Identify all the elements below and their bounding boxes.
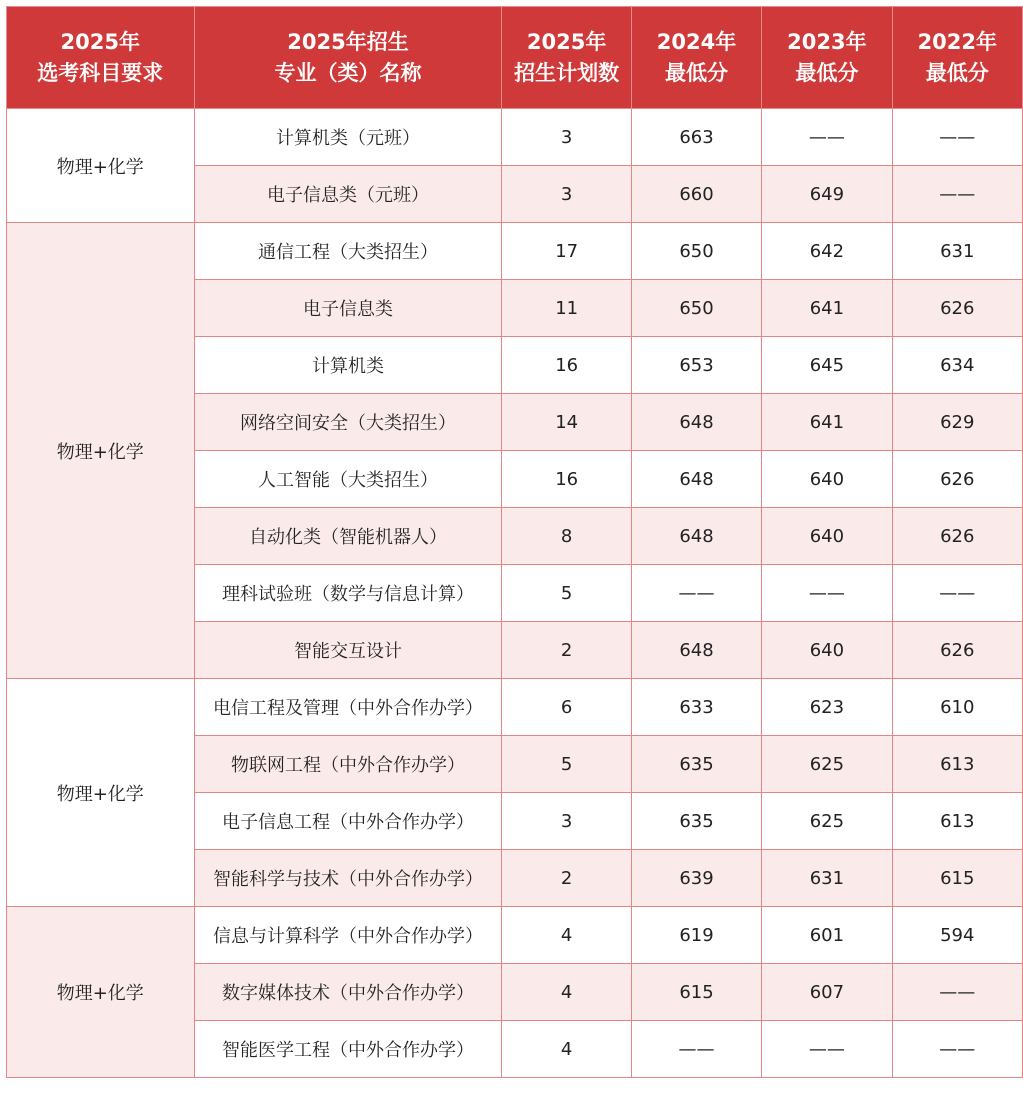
min-score-2023-cell: 625 [762,736,892,793]
min-score-2023-cell: —— [762,1021,892,1078]
major-name-cell: 智能医学工程（中外合作办学） [194,1021,502,1078]
header-major-name: 2025年招生 专业（类）名称 [194,7,502,109]
subject-requirement-cell: 物理+化学 [7,907,195,1078]
min-score-2023-cell: 649 [762,166,892,223]
min-score-2022-cell: —— [892,565,1022,622]
major-name-cell: 理科试验班（数学与信息计算） [194,565,502,622]
min-score-2024-cell: 635 [631,793,761,850]
table-body [7,109,1023,1078]
major-name-cell: 通信工程（大类招生） [194,223,502,280]
min-score-2024-cell: 650 [631,280,761,337]
min-score-2024-cell: 648 [631,622,761,679]
min-score-2024-cell: —— [631,1021,761,1078]
min-score-2022-cell: —— [892,109,1022,166]
min-score-2023-cell: 640 [762,622,892,679]
major-name-cell: 计算机类 [194,337,502,394]
enrollment-plan-cell: 16 [502,451,631,508]
major-name-cell: 电子信息工程（中外合作办学） [194,793,502,850]
min-score-2023-cell: 641 [762,394,892,451]
header-subject-requirement: 2025年 选考科目要求 [7,7,195,109]
enrollment-plan-cell: 17 [502,223,631,280]
enrollment-plan-cell: 4 [502,1021,631,1078]
subject-requirement-cell: 物理+化学 [7,679,195,907]
enrollment-plan-cell: 2 [502,850,631,907]
enrollment-plan-cell: 2 [502,622,631,679]
min-score-2024-cell: 615 [631,964,761,1021]
min-score-2022-cell: 629 [892,394,1022,451]
min-score-2022-cell: 626 [892,622,1022,679]
min-score-2023-cell: —— [762,109,892,166]
min-score-2024-cell: 653 [631,337,761,394]
min-score-2023-cell: —— [762,565,892,622]
min-score-2022-cell: —— [892,166,1022,223]
min-score-2022-cell: 615 [892,850,1022,907]
major-name-cell: 信息与计算科学（中外合作办学） [194,907,502,964]
min-score-2022-cell: 626 [892,508,1022,565]
major-name-cell: 数字媒体技术（中外合作办学） [194,964,502,1021]
min-score-2022-cell: —— [892,1021,1022,1078]
header-2022-min-score: 2022年 最低分 [892,7,1022,109]
min-score-2022-cell: —— [892,964,1022,1021]
min-score-2024-cell: 663 [631,109,761,166]
min-score-2024-cell: —— [631,565,761,622]
min-score-2022-cell: 610 [892,679,1022,736]
min-score-2024-cell: 639 [631,850,761,907]
admission-score-table [6,6,1023,1078]
enrollment-plan-cell: 16 [502,337,631,394]
table-row [7,223,1023,280]
min-score-2022-cell: 613 [892,736,1022,793]
min-score-2024-cell: 648 [631,451,761,508]
major-name-cell: 人工智能（大类招生） [194,451,502,508]
min-score-2022-cell: 613 [892,793,1022,850]
min-score-2024-cell: 635 [631,736,761,793]
enrollment-plan-cell: 4 [502,964,631,1021]
enrollment-plan-cell: 8 [502,508,631,565]
min-score-2022-cell: 594 [892,907,1022,964]
enrollment-plan-cell: 3 [502,109,631,166]
table-row [7,109,1023,166]
min-score-2024-cell: 633 [631,679,761,736]
enrollment-plan-cell: 3 [502,166,631,223]
enrollment-plan-cell: 14 [502,394,631,451]
enrollment-plan-cell: 5 [502,565,631,622]
major-name-cell: 电子信息类（元班） [194,166,502,223]
min-score-2024-cell: 619 [631,907,761,964]
table-row [7,679,1023,736]
min-score-2022-cell: 631 [892,223,1022,280]
header-2023-min-score: 2023年 最低分 [762,7,892,109]
major-name-cell: 自动化类（智能机器人） [194,508,502,565]
major-name-cell: 计算机类（元班） [194,109,502,166]
major-name-cell: 智能科学与技术（中外合作办学） [194,850,502,907]
min-score-2023-cell: 601 [762,907,892,964]
min-score-2023-cell: 645 [762,337,892,394]
enrollment-plan-cell: 4 [502,907,631,964]
enrollment-plan-cell: 5 [502,736,631,793]
major-name-cell: 电信工程及管理（中外合作办学） [194,679,502,736]
major-name-cell: 物联网工程（中外合作办学） [194,736,502,793]
major-name-cell: 网络空间安全（大类招生） [194,394,502,451]
min-score-2023-cell: 625 [762,793,892,850]
min-score-2023-cell: 642 [762,223,892,280]
table-header-row [7,7,1023,109]
min-score-2024-cell: 650 [631,223,761,280]
enrollment-plan-cell: 6 [502,679,631,736]
min-score-2024-cell: 648 [631,508,761,565]
min-score-2023-cell: 640 [762,451,892,508]
major-name-cell: 电子信息类 [194,280,502,337]
major-name-cell: 智能交互设计 [194,622,502,679]
header-2024-min-score: 2024年 最低分 [631,7,761,109]
min-score-2024-cell: 648 [631,394,761,451]
enrollment-plan-cell: 3 [502,793,631,850]
min-score-2022-cell: 626 [892,451,1022,508]
min-score-2023-cell: 623 [762,679,892,736]
subject-requirement-cell: 物理+化学 [7,109,195,223]
enrollment-plan-cell: 11 [502,280,631,337]
header-enrollment-plan: 2025年 招生计划数 [502,7,631,109]
min-score-2023-cell: 641 [762,280,892,337]
min-score-2022-cell: 634 [892,337,1022,394]
table-row [7,907,1023,964]
subject-requirement-cell: 物理+化学 [7,223,195,679]
min-score-2023-cell: 607 [762,964,892,1021]
min-score-2023-cell: 640 [762,508,892,565]
min-score-2022-cell: 626 [892,280,1022,337]
min-score-2023-cell: 631 [762,850,892,907]
min-score-2024-cell: 660 [631,166,761,223]
